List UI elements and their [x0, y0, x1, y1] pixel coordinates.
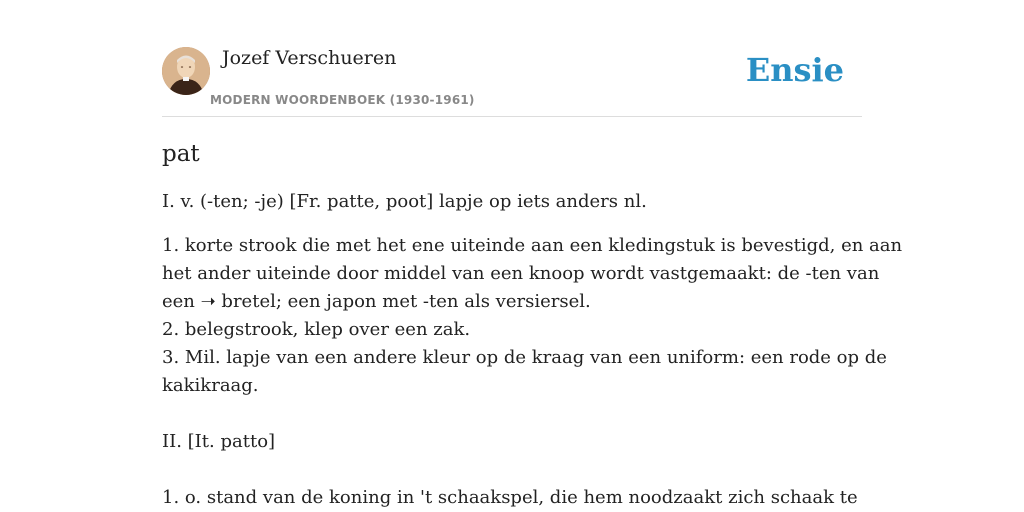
definition-3-line-1: 3. Mil. lapje van een andere kleur op de kraag van een uniform: een rode op de	[162, 347, 887, 368]
author-name[interactable]: Jozef Verschueren	[222, 47, 397, 69]
definition-1-line-3	[162, 288, 862, 316]
spacer	[162, 456, 862, 484]
definition-3-line-2: kakikraag.	[162, 375, 259, 396]
entry-intro: I. v. (-ten; -je) [Fr. patte, poot] lapje op iets anders nl.	[162, 191, 647, 212]
ensie-logo[interactable]: Ensie	[745, 51, 844, 89]
entry-title: pat	[162, 141, 200, 167]
author-avatar[interactable]	[162, 47, 210, 95]
definitions-block	[162, 232, 903, 512]
definition-1-text-post: ; een japon met -ten als versiersel.	[275, 291, 591, 312]
entry-intro-block	[162, 188, 862, 216]
part-2-definition-1: 1. o. stand van de koning in 't schaakspel, die hem noodzaakt zich schaak te	[162, 487, 858, 508]
bretel-link[interactable]: ➝ bretel	[200, 291, 276, 312]
part-2-heading: II. [It. patto]	[162, 431, 276, 452]
portrait-icon	[162, 47, 210, 95]
definition-1-line-1: 1. korte strook die met het ene uiteinde aan een kledingstuk is bevestigd, en aan	[162, 235, 903, 256]
definition-1-line-2: het ander uiteinde door middel van een knoop wordt vastgemaakt: de -ten van	[162, 263, 880, 284]
definition-2: 2. belegstrook, klep over een zak.	[162, 319, 471, 340]
definition-1-text-pre: een	[162, 291, 201, 312]
entry-content	[162, 138, 903, 512]
spacer	[162, 400, 862, 428]
header	[162, 46, 862, 117]
dictionary-source[interactable]: MODERN WOORDENBOEK (1930-1961)	[210, 93, 475, 107]
